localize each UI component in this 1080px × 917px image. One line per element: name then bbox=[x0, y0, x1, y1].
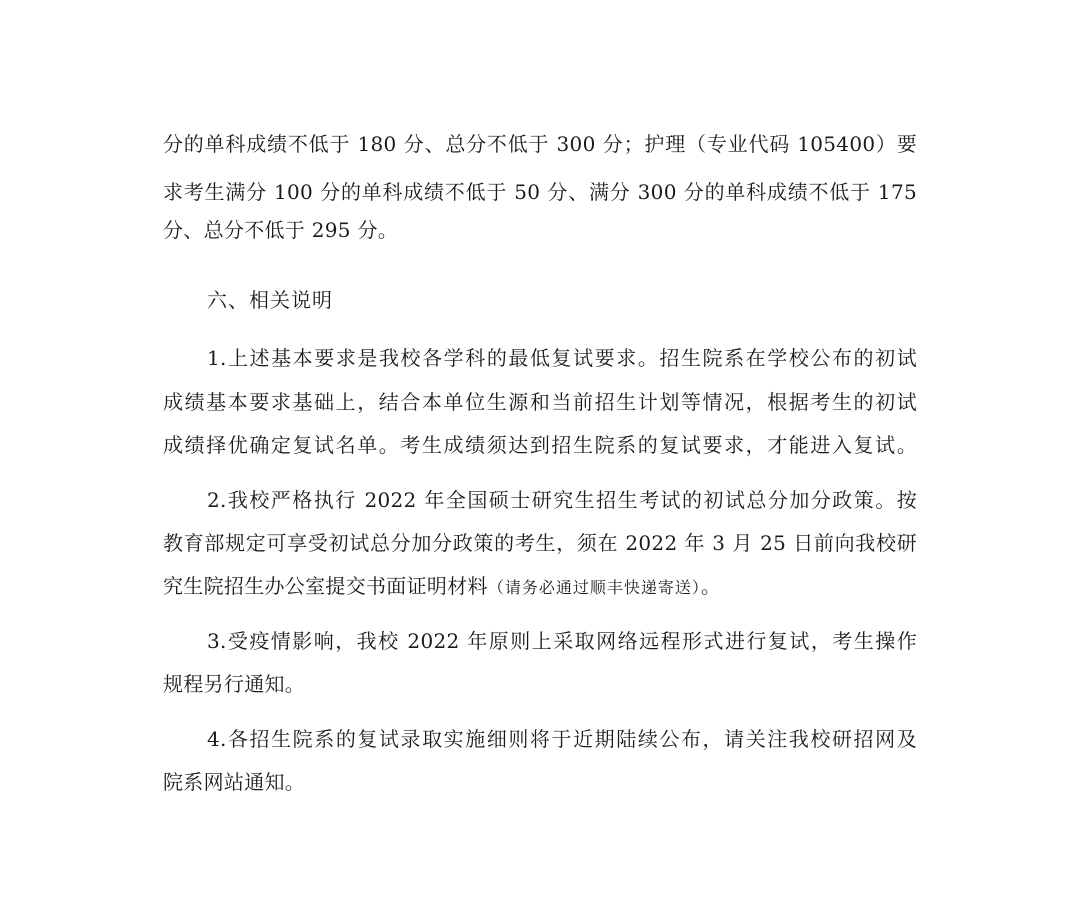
delivery-note: （请务必通过顺丰快递寄送） bbox=[487, 578, 701, 597]
item-2-line: 教育部规定可享受初试总分加分政策的考生，须在 2022 年 3 月 25 日前向我校研 bbox=[163, 531, 917, 555]
item-1-line: 成绩基本要求基础上，结合本单位生源和当前招生计划等情况，根据考生的初试 bbox=[163, 390, 917, 414]
section-heading: 六、相关说明 bbox=[207, 288, 333, 312]
paragraph-line: 求考生满分 100 分的单科成绩不低于 50 分、满分 300 分的单科成绩不低于 175 bbox=[163, 180, 917, 204]
item-2-last-line bbox=[163, 570, 917, 604]
item-2-end: 。 bbox=[700, 574, 722, 598]
paragraph-line: 分的单科成绩不低于 180 分、总分不低于 300 分；护理（专业代码 105400）要 bbox=[163, 132, 917, 156]
item-3-line: 3.受疫情影响，我校 2022 年原则上采取网络远程形式进行复试，考生操作 bbox=[207, 629, 917, 653]
item-2-line: 究生院招生办公室提交书面证明材料 bbox=[163, 574, 488, 598]
item-4-line: 4.各招生院系的复试录取实施细则将于近期陆续公布，请关注我校研招网及 bbox=[207, 727, 917, 751]
item-1-line: 成绩择优确定复试名单。考生成绩须达到招生院系的复试要求，才能进入复试。 bbox=[163, 433, 917, 457]
paragraph-line: 分、总分不低于 295 分。 bbox=[163, 218, 399, 242]
item-1-line: 1.上述基本要求是我校各学科的最低复试要求。招生院系在学校公布的初试 bbox=[207, 346, 917, 370]
item-2-line: 2.我校严格执行 2022 年全国硕士研究生招生考试的初试总分加分政策。按 bbox=[207, 488, 917, 512]
item-4-line: 院系网站通知。 bbox=[163, 770, 306, 794]
item-3-line: 规程另行通知。 bbox=[163, 672, 306, 696]
